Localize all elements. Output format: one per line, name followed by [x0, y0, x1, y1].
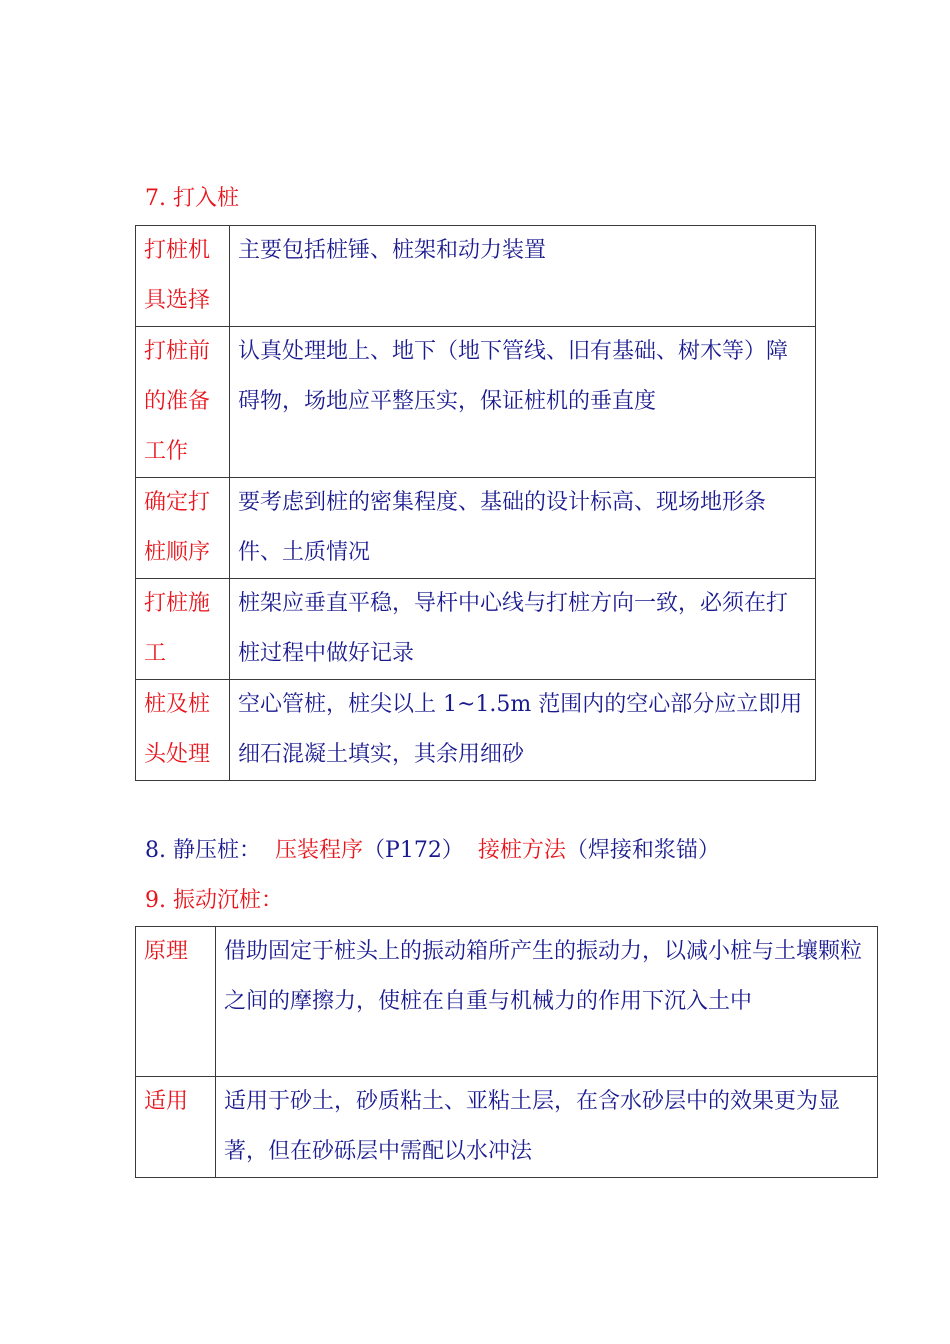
table-row	[136, 327, 816, 478]
table-row	[136, 1077, 878, 1178]
section-8-heading	[145, 836, 720, 866]
row-label: 桩及桩头处理	[136, 680, 230, 781]
table-row	[136, 478, 816, 579]
row-label: 打桩机具选择	[136, 226, 230, 327]
table-row	[136, 927, 878, 1077]
table-row	[136, 226, 816, 327]
row-content: 桩架应垂直平稳，导杆中心线与打桩方向一致，必须在打桩过程中做好记录	[230, 579, 816, 680]
row-content: 认真处理地上、地下（地下管线、旧有基础、树木等）障碍物，场地应平整压实，保证桩机的垂直度	[230, 327, 816, 478]
row-label: 原理	[136, 927, 216, 1077]
table-row	[136, 680, 816, 781]
driven-pile-table	[135, 225, 816, 781]
row-label: 打桩施工	[136, 579, 230, 680]
vibratory-pile-table	[135, 926, 878, 1178]
row-label: 适用	[136, 1077, 216, 1178]
row-content: 借助固定于桩头上的振动箱所产生的振动力，以减小桩与土壤颗粒之间的摩擦力，使桩在自重与机械力的作用下沉入土中	[216, 927, 878, 1077]
press-procedure-label: 压装程序	[275, 838, 364, 863]
row-label: 确定打桩顺序	[136, 478, 230, 579]
section-9-heading: 9. 振动沉桩：	[145, 888, 283, 913]
section-8-title: 静压桩：	[172, 838, 261, 863]
row-label: 打桩前的准备工作	[136, 327, 230, 478]
pile-joint-method-detail: （焊接和浆锚）	[565, 838, 720, 863]
section-8-number: 8.	[145, 838, 173, 863]
row-content: 空心管桩，桩尖以上 1~1.5m 范围内的空心部分应立即用细石混凝土填实，其余用细砂	[230, 680, 816, 781]
table-row	[136, 579, 816, 680]
section-7-heading: 7. 打入桩	[145, 186, 239, 211]
pile-joint-method-label: 接桩方法	[477, 838, 566, 863]
row-content: 适用于砂土，砂质粘土、亚粘土层，在含水砂层中的效果更为显著，但在砂砾层中需配以水冲法	[216, 1077, 878, 1178]
press-procedure-ref: （P172）	[363, 838, 464, 863]
row-content: 主要包括桩锤、桩架和动力装置	[230, 226, 816, 327]
row-content: 要考虑到桩的密集程度、基础的设计标高、现场地形条件、土质情况	[230, 478, 816, 579]
